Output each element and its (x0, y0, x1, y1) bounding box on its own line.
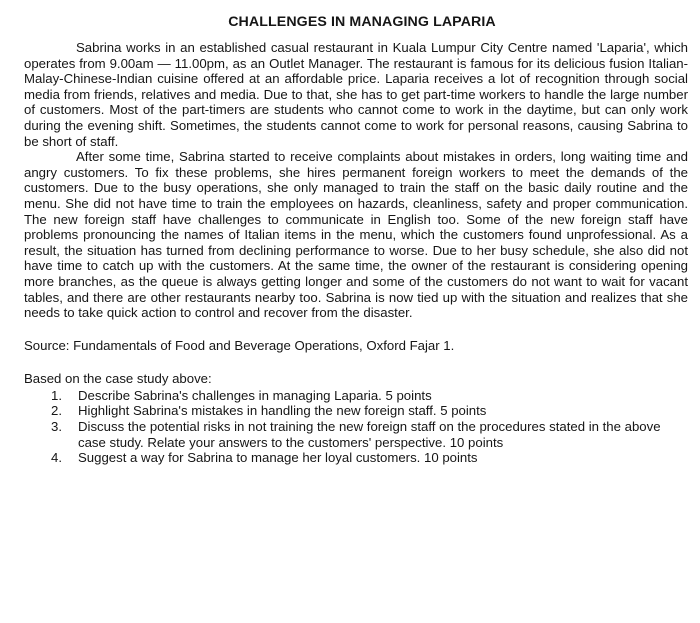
question-text: Highlight Sabrina's mistakes in handling the new foreign staff. 5 points (78, 403, 487, 419)
case-paragraph-1: Sabrina works in an established casual restaurant in Kuala Lumpur City Centre named 'Laparia', which operates from 9.00am — 11.00pm, as an Outlet Manager. The restaurant is famous for its delicious fusion Italian-Malay-Chinese-Indian cuisine offered at an affordable price. Laparia receives a lot of recognition through social media from friends, relatives and media. Due to that, she has to get part-time workers to handle the large number of customers. Most of the part-timers are students who cannot come to work in the daytime, but can only work during the evening shift. Sometimes, the students cannot come to work for personal reasons, causing Sabrina to be short of staff. (24, 40, 688, 149)
question-list (24, 388, 688, 466)
case-paragraph-2: After some time, Sabrina started to receive complaints about mistakes in orders, long waiting time and angry customers. To fix these problems, she hires permanent foreign workers to meet the demands of the customers. Due to the busy operations, she only managed to train the staff on the basic daily routine and the menu. She did not have time to train the employees on hazards, cleanliness, safety and proper communication. The new foreign staff have challenges to communicate in English too. Some of the new foreign staff have problems pronouncing the names of Italian items in the menu, which the customers found unprofessional. As a result, the situation has turned from declining performance to worse. Due to her busy schedule, she also did not have time to catch up with the customers. At the same time, the owner of the restaurant is considering opening more branches, as the queue is always getting longer and some of the customers do not want to wait for vacant tables, and there are other restaurants nearby too. Sabrina is now tied up with the situation and realizes that she needs to take quick action to control and recover from the disaster. (24, 149, 688, 321)
question-number: 4. (51, 450, 62, 466)
question-item (24, 388, 688, 404)
question-number: 3. (51, 419, 62, 435)
question-item (24, 450, 688, 466)
question-item (24, 419, 688, 450)
questions-intro: Based on the case study above: (24, 371, 212, 387)
question-text: Suggest a way for Sabrina to manage her loyal customers. 10 points (78, 450, 478, 466)
question-text: Discuss the potential risks in not training the new foreign staff on the procedures stated in the above case study. Relate your answers to the customers' perspective. 10 points (78, 419, 661, 450)
question-number: 1. (51, 387, 62, 403)
question-item (24, 403, 688, 419)
question-text: Describe Sabrina's challenges in managing Laparia. 5 points (78, 387, 432, 403)
source-citation: Source: Fundamentals of Food and Beverage Operations, Oxford Fajar 1. (24, 337, 455, 353)
question-number: 2. (51, 403, 62, 419)
page-title: CHALLENGES IN MANAGING LAPARIA (228, 14, 496, 30)
